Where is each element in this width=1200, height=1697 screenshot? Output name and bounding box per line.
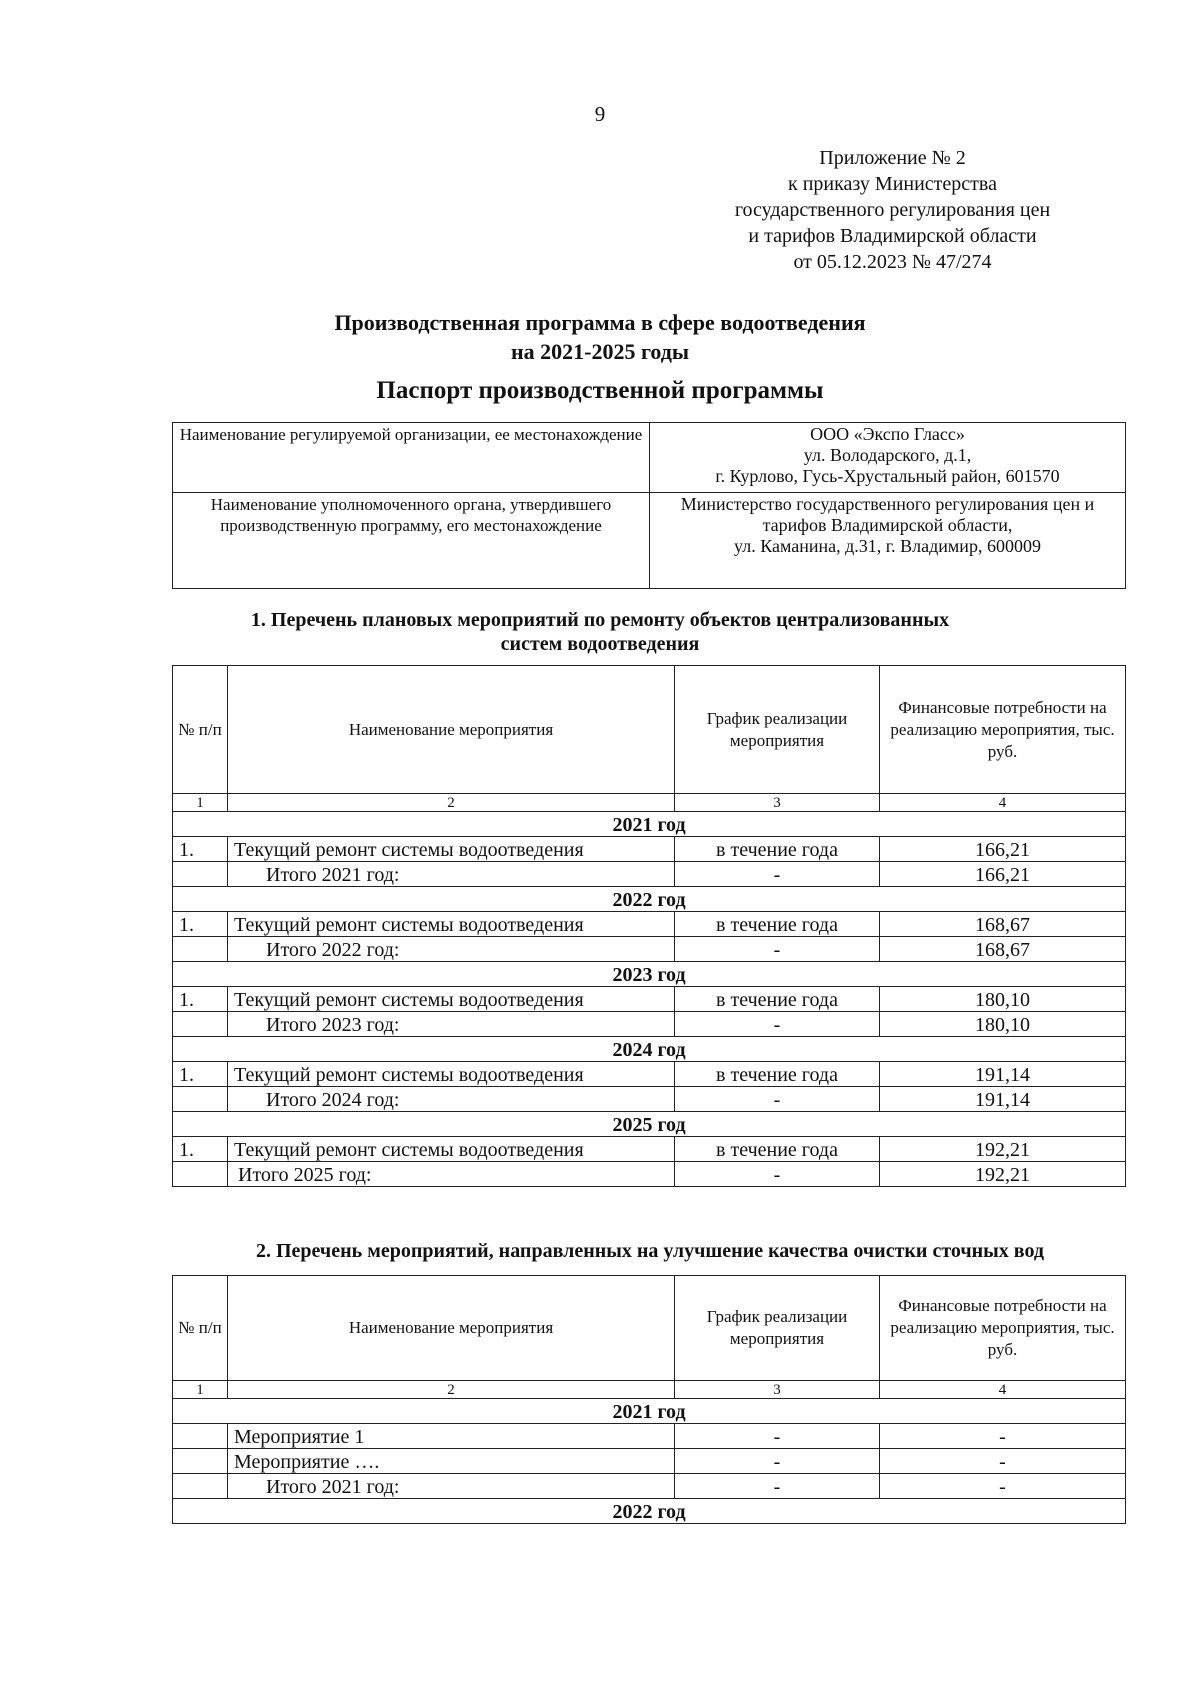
row-schedule: в течение года bbox=[675, 1137, 880, 1162]
repair-measures-table bbox=[172, 665, 1126, 1187]
header-schedule: График реализации мероприятия bbox=[675, 1276, 880, 1381]
total-value: 180,10 bbox=[880, 1012, 1126, 1037]
table-row bbox=[173, 912, 1126, 937]
row-value: 180,10 bbox=[880, 987, 1126, 1012]
row-schedule: в течение года bbox=[675, 912, 880, 937]
header-name: Наименование мероприятия bbox=[228, 1276, 675, 1381]
passport-value bbox=[650, 423, 1126, 493]
total-value: - bbox=[880, 1474, 1126, 1499]
table-header-row bbox=[173, 1276, 1126, 1381]
year-row bbox=[173, 962, 1126, 987]
row-num: 1. bbox=[173, 987, 228, 1012]
row-value: - bbox=[880, 1424, 1126, 1449]
passport-value-line: ул. Каманина, д.31, г. Владимир, 600009 bbox=[734, 536, 1041, 556]
year-label: 2023 год bbox=[173, 962, 1126, 987]
table-row bbox=[173, 837, 1126, 862]
passport-value-line: ул. Володарского, д.1, bbox=[803, 445, 972, 465]
total-label: Итого 2024 год: bbox=[228, 1087, 675, 1112]
passport-value-line: Министерство государственного регулирования цен и тарифов Владимирской области, bbox=[680, 494, 1095, 535]
row-name: Текущий ремонт системы водоотведения bbox=[228, 837, 675, 862]
row-schedule: в течение года bbox=[675, 987, 880, 1012]
header-num: № п/п bbox=[173, 1276, 228, 1381]
appendix-line: и тарифов Владимирской области bbox=[748, 225, 1037, 247]
passport-table bbox=[172, 422, 1126, 589]
row-schedule: - bbox=[675, 1449, 880, 1474]
row-num: 1. bbox=[173, 1137, 228, 1162]
row-value: 168,67 bbox=[880, 912, 1126, 937]
column-number: 2 bbox=[228, 794, 675, 812]
total-label: Итого 2022 год: bbox=[228, 937, 675, 962]
appendix-line: государственного регулирования цен bbox=[734, 199, 1051, 221]
document-title bbox=[0, 308, 1200, 366]
total-schedule: - bbox=[675, 1474, 880, 1499]
total-row bbox=[173, 1474, 1126, 1499]
passport-value-line: ООО «Экспо Гласс» bbox=[810, 424, 965, 444]
row-num bbox=[173, 1474, 228, 1499]
row-schedule: в течение года bbox=[675, 1062, 880, 1087]
total-label: Итого 2025 год: bbox=[228, 1162, 675, 1187]
total-schedule: - bbox=[675, 1012, 880, 1037]
total-schedule: - bbox=[675, 1087, 880, 1112]
passport-row bbox=[173, 423, 1126, 493]
column-number: 3 bbox=[675, 794, 880, 812]
passport-label: Наименование уполномоченного органа, утвердившего производственную программу, его местонахождение bbox=[173, 493, 650, 589]
header-name: Наименование мероприятия bbox=[228, 666, 675, 794]
total-row bbox=[173, 937, 1126, 962]
year-row bbox=[173, 1499, 1126, 1524]
appendix-line: к приказу Министерства bbox=[788, 173, 997, 195]
row-value: 166,21 bbox=[880, 837, 1126, 862]
row-schedule: в течение года bbox=[675, 837, 880, 862]
row-value: 191,14 bbox=[880, 1062, 1126, 1087]
row-name: Мероприятие …. bbox=[228, 1449, 675, 1474]
year-row bbox=[173, 1037, 1126, 1062]
passport-heading: Паспорт производственной программы bbox=[376, 377, 824, 404]
passport-label: Наименование регулируемой организации, ее местонахождение bbox=[173, 423, 650, 493]
row-num bbox=[173, 1449, 228, 1474]
total-label: Итого 2021 год: bbox=[228, 862, 675, 887]
column-number: 4 bbox=[880, 1381, 1126, 1399]
table-header-row bbox=[173, 666, 1126, 794]
total-row bbox=[173, 862, 1126, 887]
row-num: 1. bbox=[173, 1062, 228, 1087]
total-schedule: - bbox=[675, 937, 880, 962]
header-finance: Финансовые потребности на реализацию мероприятия, тыс. руб. bbox=[880, 1276, 1126, 1381]
table-row bbox=[173, 1424, 1126, 1449]
row-name: Текущий ремонт системы водоотведения bbox=[228, 1062, 675, 1087]
total-value: 192,21 bbox=[880, 1162, 1126, 1187]
row-num: 1. bbox=[173, 837, 228, 862]
year-row bbox=[173, 812, 1126, 837]
row-num bbox=[173, 1012, 228, 1037]
section-title-line: систем водоотведения bbox=[500, 633, 700, 655]
passport-value bbox=[650, 493, 1126, 589]
title-line: на 2021-2025 годы bbox=[510, 339, 690, 364]
total-value: 166,21 bbox=[880, 862, 1126, 887]
total-value: 191,14 bbox=[880, 1087, 1126, 1112]
row-num: 1. bbox=[173, 912, 228, 937]
column-number-row bbox=[173, 1381, 1126, 1399]
appendix-block bbox=[700, 145, 1085, 275]
section-title-line: 1. Перечень плановых мероприятий по ремонту объектов централизованных bbox=[250, 609, 950, 631]
page-number: 9 bbox=[594, 102, 606, 126]
total-row bbox=[173, 1162, 1126, 1187]
row-name: Текущий ремонт системы водоотведения bbox=[228, 987, 675, 1012]
table-row bbox=[173, 987, 1126, 1012]
section2-title: 2. Перечень мероприятий, направленных на улучшение качества очистки сточных вод bbox=[256, 1240, 1044, 1262]
title-line: Производственная программа в сфере водоотведения bbox=[334, 310, 866, 335]
column-number: 1 bbox=[173, 794, 228, 812]
row-num bbox=[173, 1424, 228, 1449]
total-row bbox=[173, 1012, 1126, 1037]
total-value: 168,67 bbox=[880, 937, 1126, 962]
table-row bbox=[173, 1137, 1126, 1162]
appendix-line: от 05.12.2023 № 47/274 bbox=[793, 251, 992, 273]
row-name: Текущий ремонт системы водоотведения bbox=[228, 1137, 675, 1162]
year-row bbox=[173, 1399, 1126, 1424]
row-num bbox=[173, 862, 228, 887]
total-row bbox=[173, 1087, 1126, 1112]
year-label: 2021 год bbox=[173, 812, 1126, 837]
total-label: Итого 2023 год: bbox=[228, 1012, 675, 1037]
treatment-measures-table bbox=[172, 1275, 1126, 1524]
appendix-line: Приложение № 2 bbox=[819, 147, 966, 169]
row-num bbox=[173, 1087, 228, 1112]
column-number: 1 bbox=[173, 1381, 228, 1399]
header-num: № п/п bbox=[173, 666, 228, 794]
row-schedule: - bbox=[675, 1424, 880, 1449]
year-label: 2022 год bbox=[173, 1499, 1126, 1524]
column-number: 3 bbox=[675, 1381, 880, 1399]
column-number: 4 bbox=[880, 794, 1126, 812]
table-row bbox=[173, 1449, 1126, 1474]
column-number: 2 bbox=[228, 1381, 675, 1399]
header-finance: Финансовые потребности на реализацию мероприятия, тыс. руб. bbox=[880, 666, 1126, 794]
row-value: - bbox=[880, 1449, 1126, 1474]
row-value: 192,21 bbox=[880, 1137, 1126, 1162]
year-label: 2021 год bbox=[173, 1399, 1126, 1424]
section1-title bbox=[0, 608, 1200, 656]
row-num bbox=[173, 1162, 228, 1187]
column-number-row bbox=[173, 794, 1126, 812]
year-row bbox=[173, 887, 1126, 912]
year-label: 2024 год bbox=[173, 1037, 1126, 1062]
year-label: 2025 год bbox=[173, 1112, 1126, 1137]
total-schedule: - bbox=[675, 1162, 880, 1187]
header-schedule: График реализации мероприятия bbox=[675, 666, 880, 794]
passport-row bbox=[173, 493, 1126, 589]
year-row bbox=[173, 1112, 1126, 1137]
row-name: Текущий ремонт системы водоотведения bbox=[228, 912, 675, 937]
total-schedule: - bbox=[675, 862, 880, 887]
total-label: Итого 2021 год: bbox=[228, 1474, 675, 1499]
passport-value-line: г. Курлово, Гусь-Хрустальный район, 601570 bbox=[715, 466, 1060, 486]
table-row bbox=[173, 1062, 1126, 1087]
year-label: 2022 год bbox=[173, 887, 1126, 912]
row-name: Мероприятие 1 bbox=[228, 1424, 675, 1449]
row-num bbox=[173, 937, 228, 962]
